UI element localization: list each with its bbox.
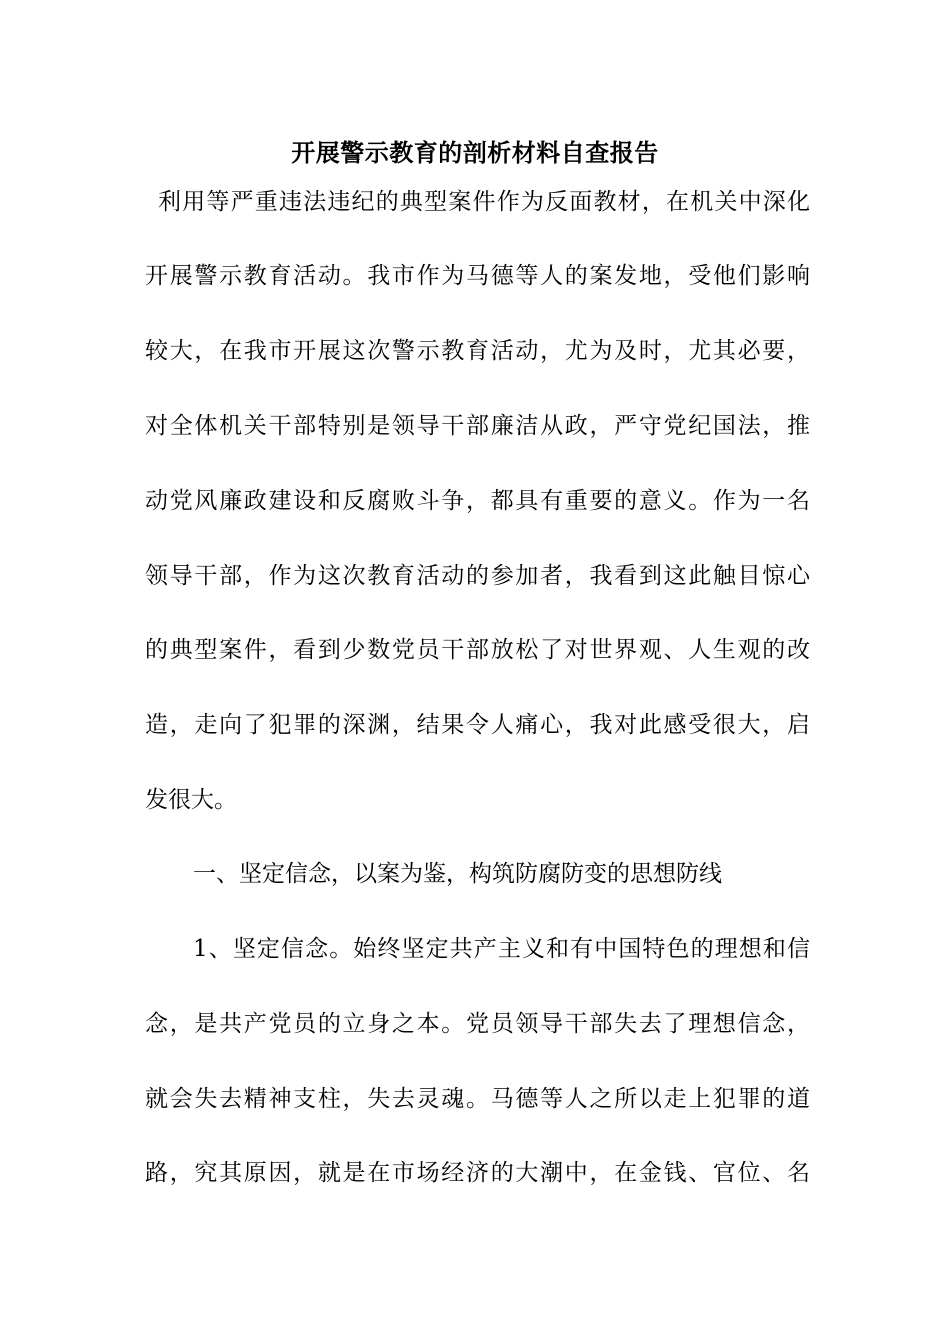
paragraph-line: 造，走向了犯罪的深渊，结果令人痛心，我对此感受很大，启 bbox=[145, 712, 810, 738]
paragraph-line: 的典型案件，看到少数党员干部放松了对世界观、人生观的改 bbox=[145, 637, 810, 663]
section-heading: 一、坚定信念，以案为鉴，构筑防腐防变的思想防线 bbox=[193, 861, 722, 887]
paragraph-line: 发很大。 bbox=[145, 787, 237, 813]
paragraph-line: 开展警示教育活动。我市作为马德等人的案发地，受他们影响 bbox=[145, 263, 810, 289]
paragraph-line: 就会失去精神支柱，失去灵魂。马德等人之所以走上犯罪的道 bbox=[145, 1086, 810, 1112]
paragraph-line: 利用等严重违法违纪的典型案件作为反面教材，在机关中深化 bbox=[158, 189, 810, 215]
paragraph-line: 1、坚定信念。始终坚定共产主义和有中国特色的理想和信 bbox=[193, 936, 810, 962]
document-title: 开展警示教育的剖析材料自查报告 bbox=[291, 138, 659, 167]
paragraph-line: 领导干部，作为这次教育活动的参加者，我看到这此触目惊心 bbox=[145, 563, 810, 589]
paragraph-line: 较大，在我市开展这次警示教育活动，尤为及时，尤其必要， bbox=[145, 338, 810, 364]
paragraph-line: 动党风廉政建设和反腐败斗争，都具有重要的意义。作为一名 bbox=[145, 488, 810, 514]
paragraph-line: 路，究其原因，就是在市场经济的大潮中，在金钱、官位、名 bbox=[145, 1160, 810, 1186]
paragraph-line: 念，是共产党员的立身之本。党员领导干部失去了理想信念， bbox=[145, 1011, 810, 1037]
paragraph-line: 对全体机关干部特别是领导干部廉洁从政，严守党纪国法，推 bbox=[145, 413, 810, 439]
